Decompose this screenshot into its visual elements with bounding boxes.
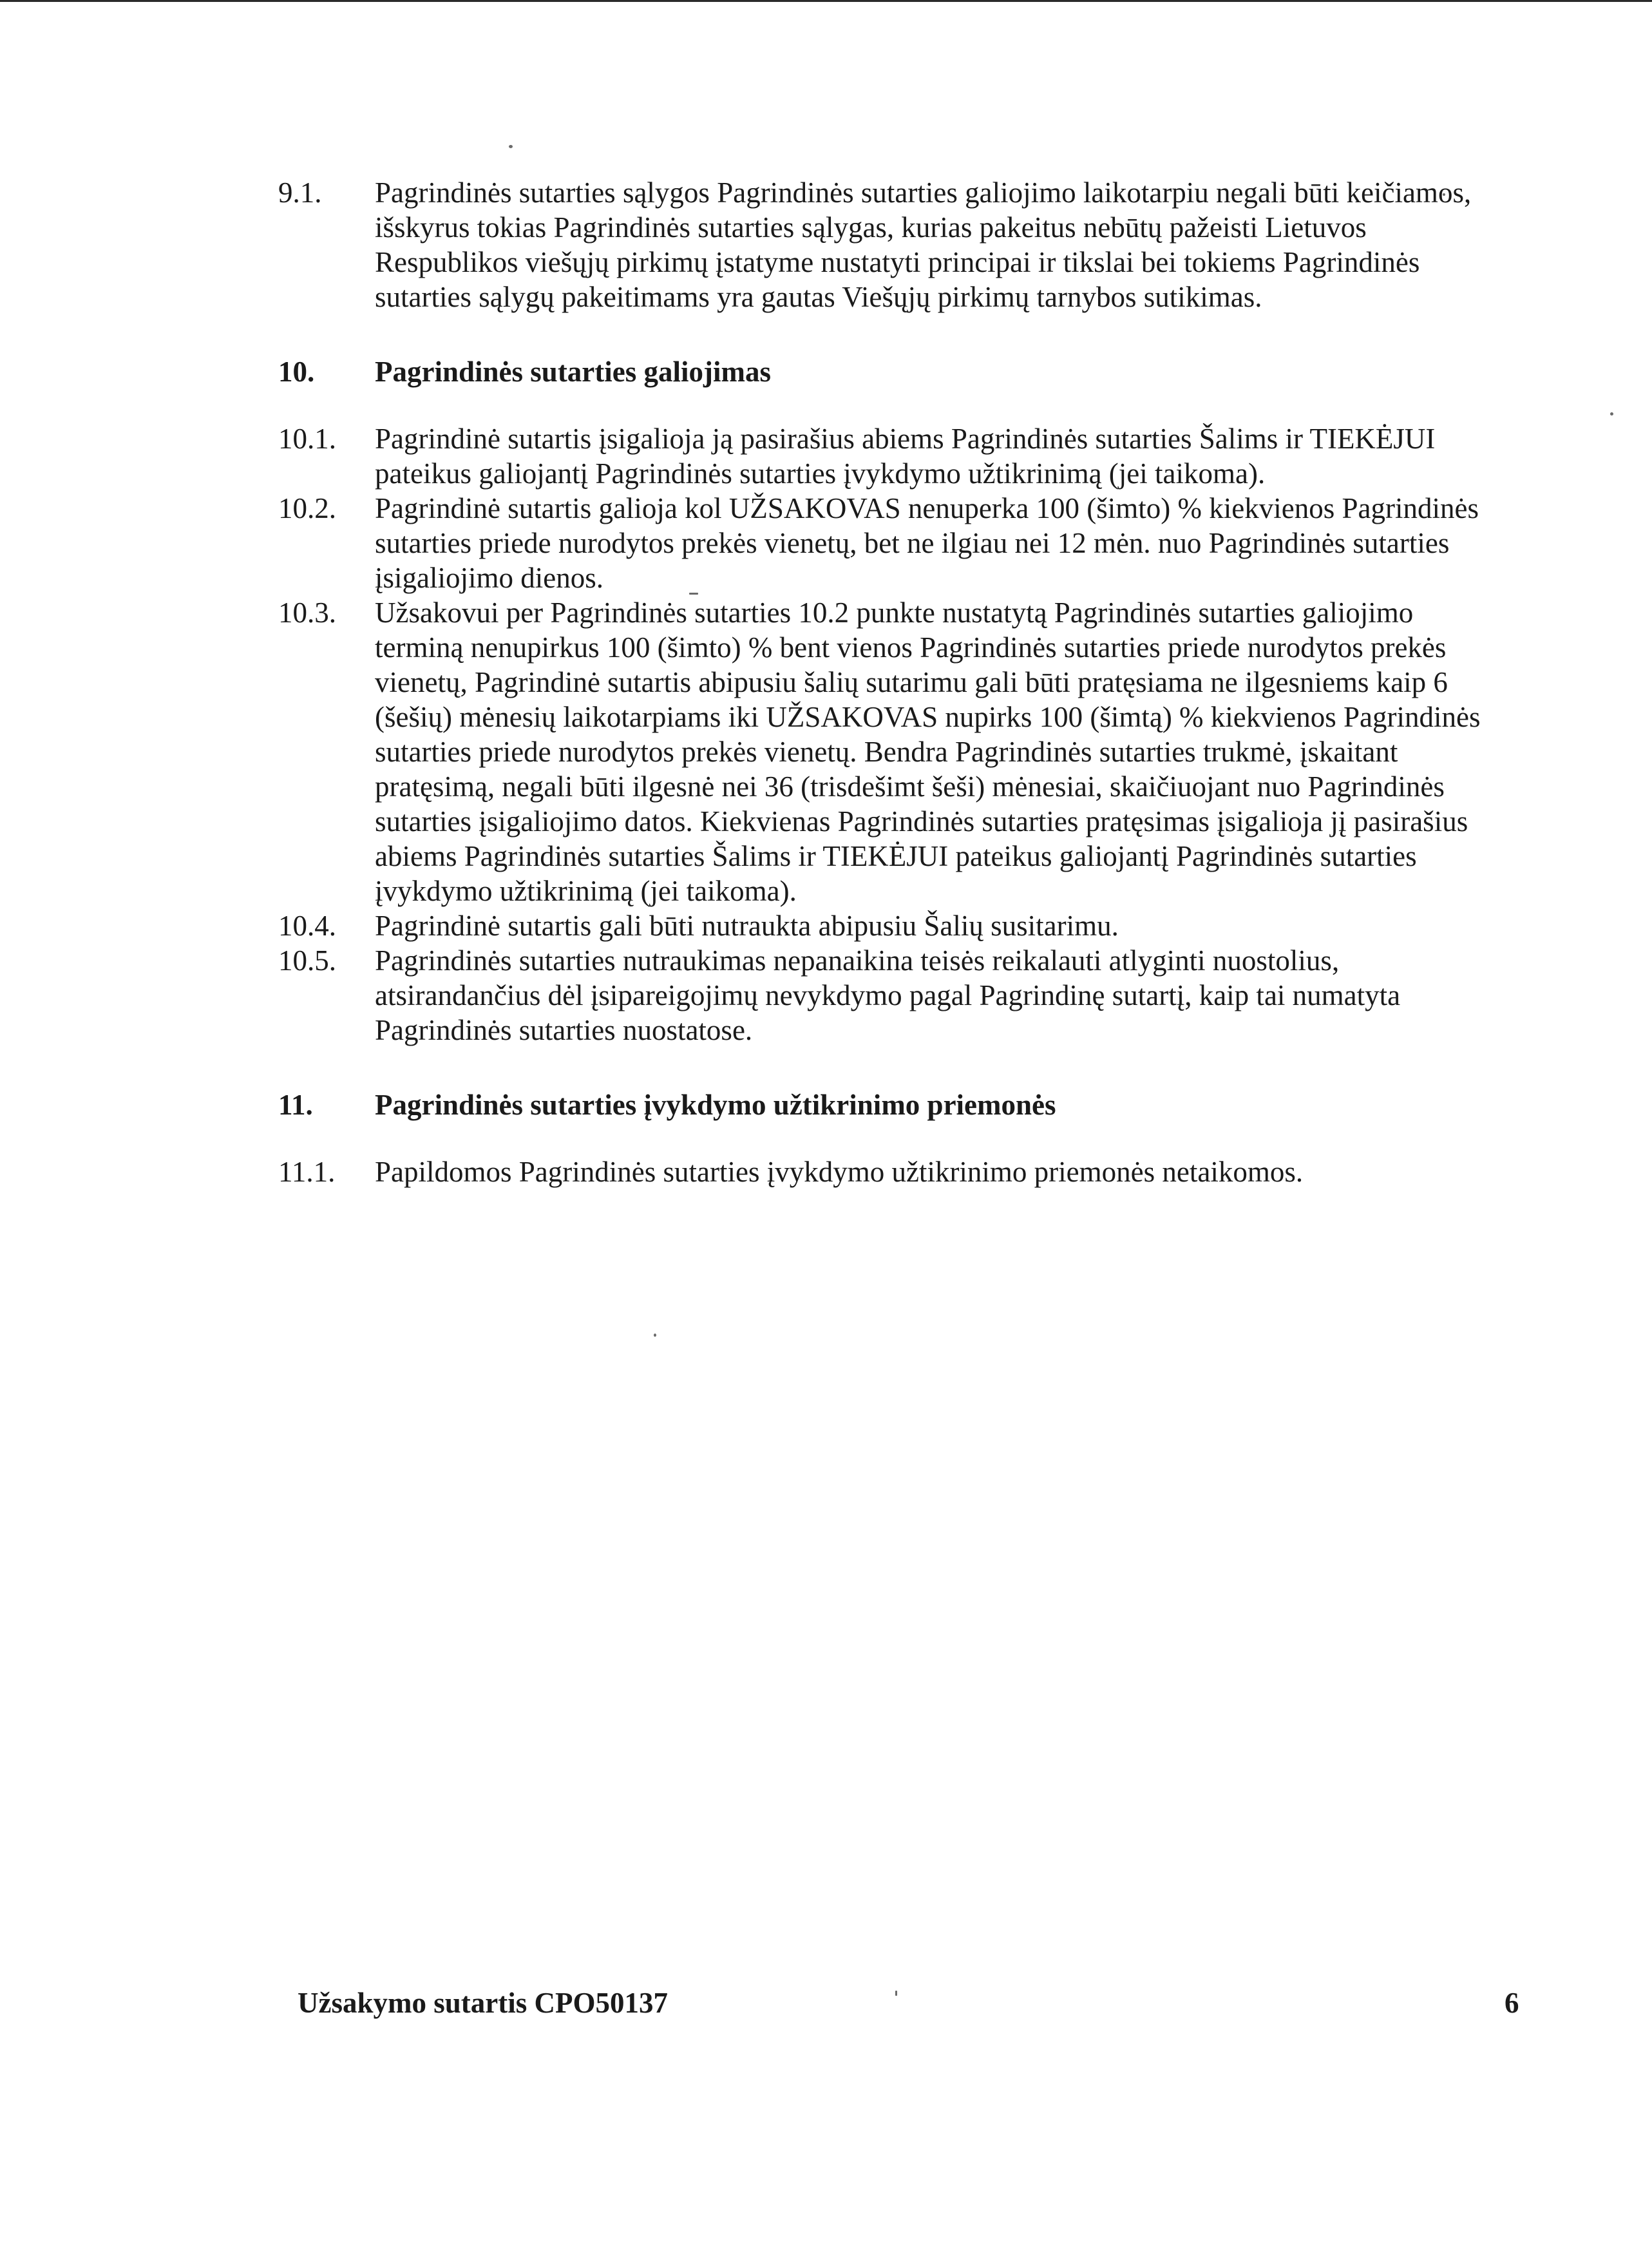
clause-text: Pagrindinė sutartis gali būti nutraukta abipusiu Šalių susitarimu.: [375, 910, 1119, 942]
clause-10-1: [278, 421, 1489, 491]
section-title: Pagrindinės sutarties galiojimas: [375, 356, 771, 388]
clause-9-1: [278, 175, 1489, 314]
clause-number: 9.1.: [278, 177, 322, 209]
footer-contract-title: Užsakymo sutartis CPO50137: [298, 1987, 668, 2019]
clause-number: 10.4.: [278, 910, 336, 942]
footer-page-number: 6: [1505, 1987, 1519, 2019]
scan-speck: [895, 1991, 897, 1996]
section-number: 10.: [278, 356, 315, 388]
clause-number: 10.5.: [278, 944, 336, 977]
section-title: Pagrindinės sutarties įvykdymo užtikrinimo priemonės: [375, 1089, 1056, 1121]
document-body: [278, 175, 1489, 1189]
clause-number: 10.1.: [278, 423, 336, 455]
clause-10-4: [278, 908, 1489, 943]
clause-10-2: [278, 491, 1489, 595]
clause-text: Pagrindinės sutarties nutraukimas nepanaikina teisės reikalauti atlyginti nuostolius, atsirandančius dėl įsipareigojimų nevykdymo pagal Pagrindinę sutartį, kaip tai numatyta Pagrindinės sutarties nuostatose.: [375, 944, 1401, 1046]
clause-text: Pagrindinė sutartis įsigalioja ją pasirašius abiems Pagrindinės sutarties Šalims ir TIEKĖJUI pateikus galiojantį Pagrindinės sutarties įvykdymo užtikrinimą (jei taikoma).: [375, 423, 1436, 490]
clause-11-1: [278, 1154, 1489, 1189]
scan-speck: [1610, 412, 1613, 416]
section-heading-10: [278, 354, 1489, 389]
clause-text: Pagrindinė sutartis galioja kol UŽSAKOVAS nenuperka 100 (šimto) % kiekvienos Pagrindinės sutarties priede nurodytos prekės vienetų, bet ne ilgiau nei 12 mėn. nuo Pagrindinės sutarties įsigaliojimo dienos.: [375, 492, 1479, 594]
scan-speck: [654, 1334, 656, 1337]
section-number: 11.: [278, 1089, 313, 1121]
section-heading-11: [278, 1087, 1489, 1122]
clause-text: Pagrindinės sutarties sąlygos Pagrindinės sutarties galiojimo laikotarpiu negali būti keičiamos, išskyrus tokias Pagrindinės sutarties sąlygas, kurias pakeitus nebūtų pažeisti Lietuvos Respublikos viešųjų pirkimų įstatyme nustatyti principai ir tikslai bei tokiems Pagrindinės sutarties sąlygų pakeitimams yra gautas Viešųjų pirkimų tarnybos sutikimas.: [375, 177, 1472, 313]
clause-text: Papildomos Pagrindinės sutarties įvykdymo užtikrinimo priemonės netaikomos.: [375, 1156, 1304, 1188]
scan-top-edge-line: [0, 0, 1652, 2]
clause-10-3: [278, 595, 1489, 908]
clause-text: Užsakovui per Pagrindinės sutarties 10.2 punkte nustatytą Pagrindinės sutarties galiojimo terminą nenupirkus 100 (šimto) % bent vienos Pagrindinės sutarties priede nurodytos prekės vienetų, Pagrindinė sutartis abipusiu šalių sutarimu gali būti pratęsiama ne ilgesniems kaip 6 (šešių) mėnesių laikotarpiams iki UŽSAKOVAS nupirks 100 (šimtą) % kiekvienos Pagrindinės sutarties priede nurodytos prekės vienetų. Bendra Pagrindinės sutarties trukmė, įskaitant pratęsimą, negali būti ilgesnė nei 36 (trisdešimt šeši) mėnesiai, skaičiuojant nuo Pagrindinės sutarties įsigaliojimo datos. Kiekvienas Pagrindinės sutarties pratęsimas įsigalioja jį pasirašius abiems Pagrindinės sutarties Šalims ir TIEKĖJUI pateikus galiojantį Pagrindinės sutarties įvykdymo užtikrinimą (jei taikoma).: [375, 597, 1481, 907]
clause-number: 10.3.: [278, 597, 336, 629]
clause-10-5: [278, 943, 1489, 1048]
clause-number: 11.1.: [278, 1156, 336, 1188]
clause-number: 10.2.: [278, 492, 336, 524]
scan-speck: [509, 145, 513, 148]
